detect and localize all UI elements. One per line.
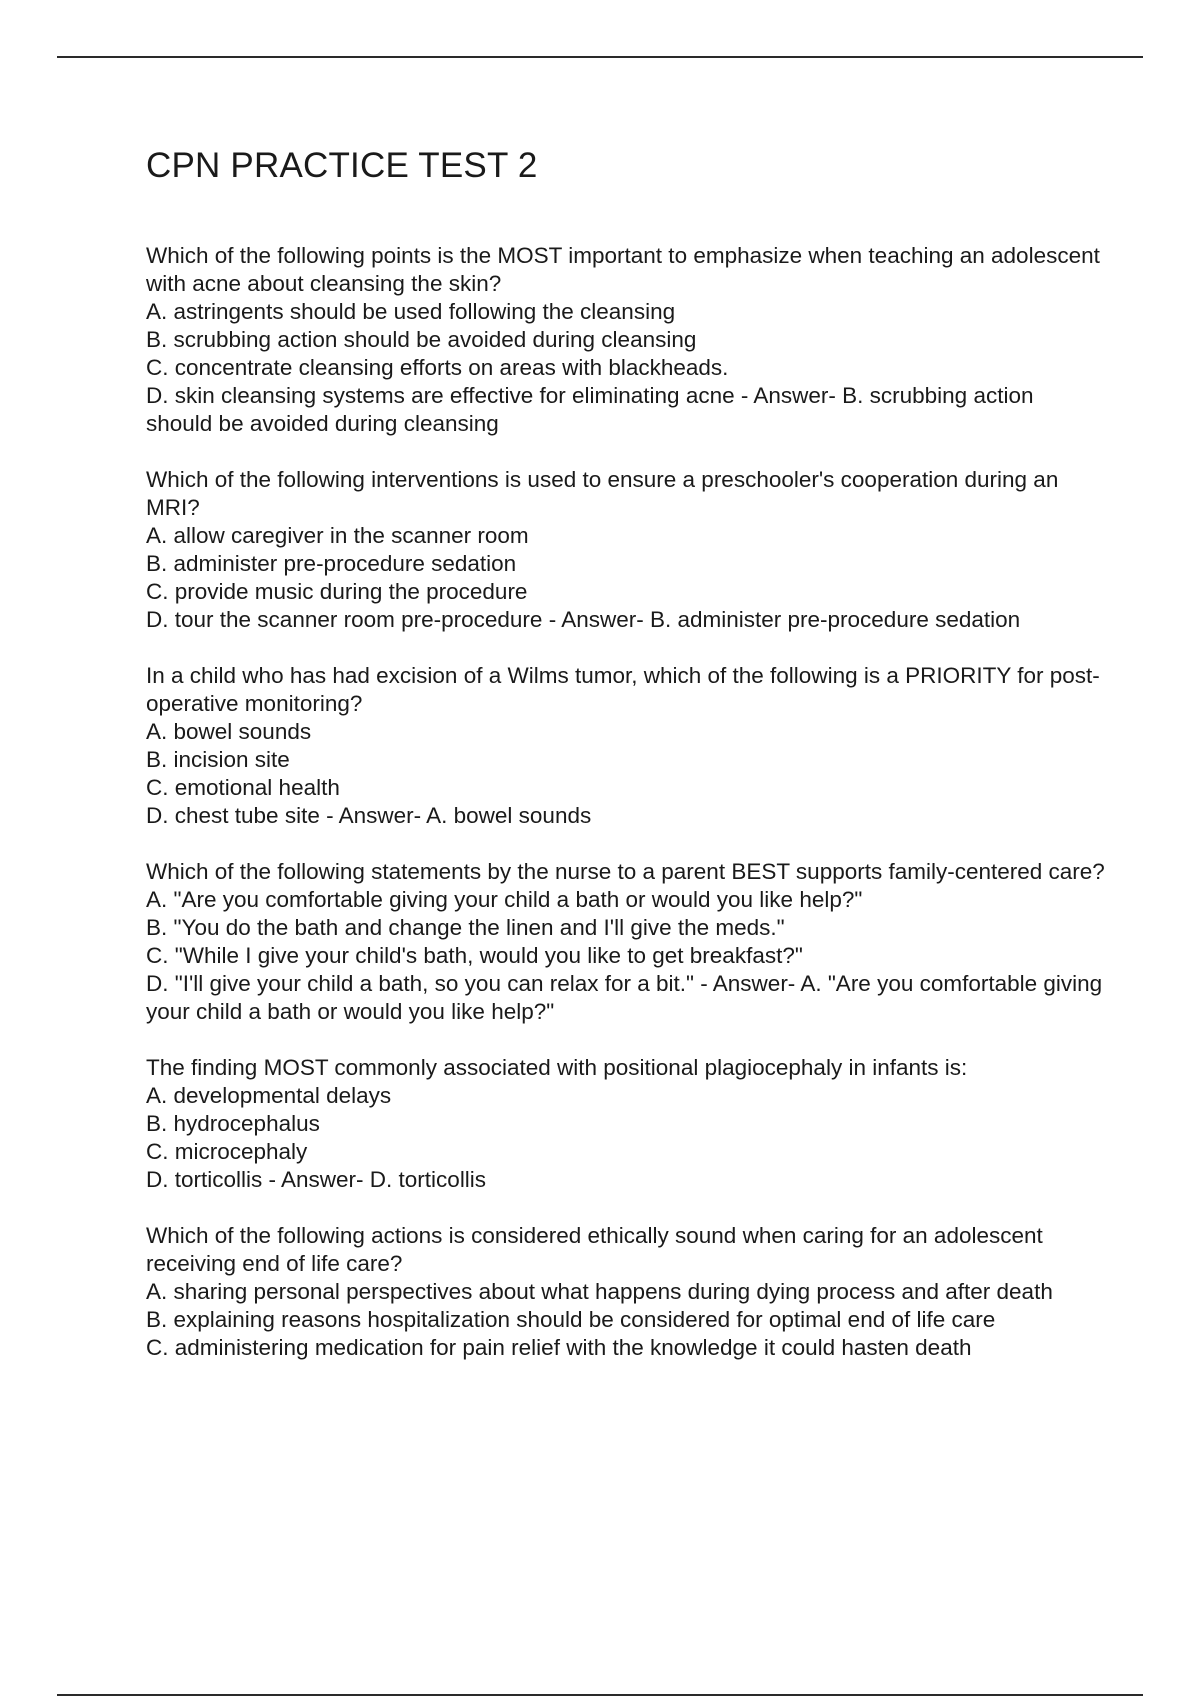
option-a: A. astringents should be used following the cleansing	[146, 299, 676, 324]
question-stem: Which of the following points is the MOST important to emphasize when teaching an adolescent with acne about cleansing the skin?	[146, 243, 1100, 296]
question-5	[146, 1054, 1106, 1194]
option-d-with-answer: D. torticollis - Answer- D. torticollis	[146, 1167, 487, 1192]
option-a: A. allow caregiver in the scanner room	[146, 523, 529, 548]
document-body	[146, 140, 1106, 1390]
bottom-divider	[57, 1694, 1143, 1696]
option-b: B. hydrocephalus	[146, 1111, 320, 1136]
option-b: B. incision site	[146, 747, 290, 772]
question-1	[146, 242, 1106, 438]
option-c: C. emotional health	[146, 775, 340, 800]
option-c: C. microcephaly	[146, 1139, 308, 1164]
question-stem: The finding MOST commonly associated with positional plagiocephaly in infants is:	[146, 1055, 968, 1080]
option-d-with-answer: D. tour the scanner room pre-procedure - Answer- B. administer pre-procedure sedation	[146, 607, 1021, 632]
option-a: A. developmental delays	[146, 1083, 392, 1108]
question-6	[146, 1222, 1106, 1362]
option-b: B. administer pre-procedure sedation	[146, 551, 517, 576]
top-divider	[57, 56, 1143, 58]
question-2	[146, 466, 1106, 634]
option-c: C. administering medication for pain relief with the knowledge it could hasten death	[146, 1335, 972, 1360]
option-a: A. "Are you comfortable giving your child a bath or would you like help?"	[146, 887, 863, 912]
question-stem: Which of the following actions is considered ethically sound when caring for an adolescent receiving end of life care?	[146, 1223, 1043, 1276]
option-c: C. concentrate cleansing efforts on areas with blackheads.	[146, 355, 729, 380]
question-4	[146, 858, 1106, 1026]
option-c: C. provide music during the procedure	[146, 579, 528, 604]
question-stem: Which of the following interventions is used to ensure a preschooler's cooperation during an MRI?	[146, 467, 1059, 520]
option-d-with-answer: D. "I'll give your child a bath, so you can relax for a bit." - Answer- A. "Are you comfortable giving your child a bath or would you like help?"	[146, 971, 1103, 1024]
option-a: A. bowel sounds	[146, 719, 312, 744]
option-d-with-answer: D. chest tube site - Answer- A. bowel sounds	[146, 803, 592, 828]
option-b: B. "You do the bath and change the linen and I'll give the meds."	[146, 915, 785, 940]
option-a: A. sharing personal perspectives about what happens during dying process and after death	[146, 1279, 1053, 1304]
question-stem: In a child who has had excision of a Wilms tumor, which of the following is a PRIORITY for post-operative monitoring?	[146, 663, 1100, 716]
question-stem: Which of the following statements by the nurse to a parent BEST supports family-centered care?	[146, 859, 1105, 884]
option-b: B. scrubbing action should be avoided during cleansing	[146, 327, 697, 352]
option-d-with-answer: D. skin cleansing systems are effective for eliminating acne - Answer- B. scrubbing action should be avoided during cleansing	[146, 383, 1034, 436]
question-3	[146, 662, 1106, 830]
option-c: C. "While I give your child's bath, would you like to get breakfast?"	[146, 943, 803, 968]
document-title: CPN PRACTICE TEST 2	[146, 146, 538, 185]
option-b: B. explaining reasons hospitalization should be considered for optimal end of life care	[146, 1307, 996, 1332]
